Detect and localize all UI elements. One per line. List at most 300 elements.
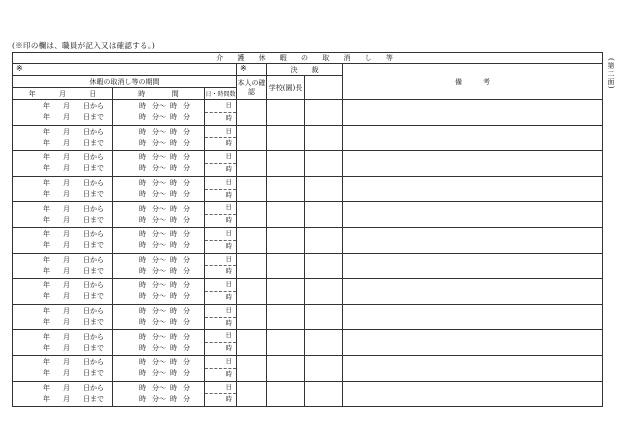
clerk-mark: ※ <box>13 64 237 76</box>
end-hour: 時 <box>170 138 177 147</box>
to-day: 日まで <box>83 266 104 275</box>
self-confirm-cell[interactable] <box>237 355 267 381</box>
days-hours-cell[interactable] <box>205 355 237 381</box>
days-unit: 日 <box>205 126 236 139</box>
date-cell[interactable] <box>13 381 113 407</box>
to-day: 日まで <box>83 394 104 403</box>
days-unit: 日 <box>205 356 236 369</box>
start-hour: 時 <box>139 204 146 213</box>
from-day: 日から <box>83 153 104 162</box>
end-minute: 分 <box>183 307 190 316</box>
end-minute: 分 <box>183 358 190 367</box>
end-hour: 時 <box>170 318 177 327</box>
days-hours-cell[interactable] <box>205 304 237 330</box>
to-day: 日まで <box>83 318 104 327</box>
end-hour: 時 <box>170 307 177 316</box>
from-year: 年 <box>43 383 50 392</box>
principal-cell[interactable] <box>267 151 305 177</box>
span-header: 間 <box>171 89 179 98</box>
end-hour: 時 <box>170 369 177 378</box>
from-month: 月 <box>63 281 70 290</box>
date-cell[interactable] <box>13 100 113 126</box>
to-month: 月 <box>63 394 70 403</box>
decision-extra-cell[interactable] <box>305 100 343 126</box>
principal-header: 学校(園)長 <box>267 76 305 100</box>
remarks-cell[interactable] <box>343 125 603 151</box>
to-month: 月 <box>63 241 70 250</box>
from-year: 年 <box>43 307 50 316</box>
decision-extra-cell[interactable] <box>305 381 343 407</box>
time-cell[interactable] <box>113 227 205 253</box>
principal-cell[interactable] <box>267 304 305 330</box>
to-year: 年 <box>43 318 50 327</box>
start-minute: 分〜 <box>152 190 166 199</box>
start-minute: 分〜 <box>152 394 166 403</box>
hours-unit: 時 <box>225 267 232 276</box>
start-minute: 分〜 <box>152 179 166 188</box>
days-hours-cell[interactable] <box>205 279 237 305</box>
from-month: 月 <box>63 153 70 162</box>
decision-extra-cell[interactable] <box>305 279 343 305</box>
to-month: 月 <box>63 369 70 378</box>
start-minute: 分〜 <box>152 215 166 224</box>
from-month: 月 <box>63 127 70 136</box>
end-minute: 分 <box>183 292 190 301</box>
days-hours-cell[interactable] <box>205 227 237 253</box>
remarks-cell[interactable] <box>343 253 603 279</box>
self-confirm-cell[interactable] <box>237 279 267 305</box>
date-cell[interactable] <box>13 330 113 356</box>
end-hour: 時 <box>170 394 177 403</box>
decision-extra-cell[interactable] <box>305 202 343 228</box>
end-minute: 分 <box>183 153 190 162</box>
self-confirm-cell[interactable] <box>237 227 267 253</box>
remarks-cell[interactable] <box>343 355 603 381</box>
table-row <box>13 381 603 407</box>
from-year: 年 <box>43 230 50 239</box>
from-month: 月 <box>63 358 70 367</box>
principal-cell[interactable] <box>267 100 305 126</box>
from-year: 年 <box>43 153 50 162</box>
start-minute: 分〜 <box>152 164 166 173</box>
decision-extra-cell[interactable] <box>305 330 343 356</box>
end-hour: 時 <box>170 266 177 275</box>
start-minute: 分〜 <box>152 343 166 352</box>
decision-extra-cell[interactable] <box>305 151 343 177</box>
from-month: 月 <box>63 255 70 264</box>
decision-blank <box>305 76 343 100</box>
page-side-label: (第二面) <box>607 58 615 90</box>
principal-cell[interactable] <box>267 176 305 202</box>
start-hour: 時 <box>139 343 146 352</box>
start-hour: 時 <box>139 383 146 392</box>
decision-extra-cell[interactable] <box>305 304 343 330</box>
end-minute: 分 <box>183 102 190 111</box>
start-minute: 分〜 <box>152 292 166 301</box>
end-hour: 時 <box>170 332 177 341</box>
days-hours-cell[interactable] <box>205 202 237 228</box>
start-minute: 分〜 <box>152 241 166 250</box>
remarks-cell[interactable] <box>343 330 603 356</box>
days-hours-header: 日・時間数 <box>205 88 237 100</box>
time-cell[interactable] <box>113 304 205 330</box>
from-day: 日から <box>83 179 104 188</box>
end-minute: 分 <box>183 164 190 173</box>
days-unit: 日 <box>205 254 236 267</box>
time-header <box>113 88 205 100</box>
to-day: 日まで <box>83 113 104 122</box>
table-row <box>13 151 603 177</box>
end-hour: 時 <box>170 343 177 352</box>
from-day: 日から <box>83 230 104 239</box>
time-cell[interactable] <box>113 151 205 177</box>
hours-unit: 時 <box>225 344 232 353</box>
remarks-cell[interactable] <box>343 381 603 407</box>
start-minute: 分〜 <box>152 369 166 378</box>
to-day: 日まで <box>83 190 104 199</box>
to-month: 月 <box>63 190 70 199</box>
end-minute: 分 <box>183 394 190 403</box>
end-hour: 時 <box>170 281 177 290</box>
start-hour: 時 <box>139 138 146 147</box>
self-confirm-cell[interactable] <box>237 176 267 202</box>
from-month: 月 <box>63 102 70 111</box>
end-minute: 分 <box>183 190 190 199</box>
days-unit: 日 <box>205 202 236 215</box>
table-row <box>13 202 603 228</box>
date-cell[interactable] <box>13 227 113 253</box>
principal-cell[interactable] <box>267 253 305 279</box>
from-year: 年 <box>43 204 50 213</box>
end-hour: 時 <box>170 215 177 224</box>
end-minute: 分 <box>183 369 190 378</box>
days-unit: 日 <box>205 177 236 190</box>
end-minute: 分 <box>183 266 190 275</box>
end-hour: 時 <box>170 127 177 136</box>
from-day: 日から <box>83 307 104 316</box>
table-row <box>13 125 603 151</box>
days-unit: 日 <box>205 382 236 395</box>
principal-cell[interactable] <box>267 227 305 253</box>
period-header: 休暇の取消し等の期間 <box>13 76 237 88</box>
time-cell[interactable] <box>113 202 205 228</box>
end-minute: 分 <box>183 113 190 122</box>
end-hour: 時 <box>170 358 177 367</box>
days-hours-cell[interactable] <box>205 330 237 356</box>
end-hour: 時 <box>170 383 177 392</box>
self-confirm-cell[interactable] <box>237 125 267 151</box>
from-month: 月 <box>63 179 70 188</box>
to-year: 年 <box>43 394 50 403</box>
hours-unit: 時 <box>225 318 232 327</box>
end-hour: 時 <box>170 102 177 111</box>
end-hour: 時 <box>170 164 177 173</box>
to-year: 年 <box>43 190 50 199</box>
table-row <box>13 330 603 356</box>
time-cell[interactable] <box>113 279 205 305</box>
from-year: 年 <box>43 102 50 111</box>
date-cell[interactable] <box>13 125 113 151</box>
start-hour: 時 <box>139 113 146 122</box>
end-minute: 分 <box>183 230 190 239</box>
principal-cell[interactable] <box>267 279 305 305</box>
date-cell[interactable] <box>13 253 113 279</box>
start-hour: 時 <box>139 281 146 290</box>
to-month: 月 <box>63 138 70 147</box>
start-hour: 時 <box>139 332 146 341</box>
end-minute: 分 <box>183 127 190 136</box>
days-hours-cell[interactable] <box>205 253 237 279</box>
start-minute: 分〜 <box>152 153 166 162</box>
self-confirm-cell[interactable] <box>237 202 267 228</box>
hours-unit: 時 <box>225 139 232 148</box>
days-hours-cell[interactable] <box>205 151 237 177</box>
table-row <box>13 279 603 305</box>
start-hour: 時 <box>139 318 146 327</box>
to-year: 年 <box>43 266 50 275</box>
end-minute: 分 <box>183 241 190 250</box>
hours-unit: 時 <box>225 216 232 225</box>
end-minute: 分 <box>183 215 190 224</box>
from-month: 月 <box>63 204 70 213</box>
start-minute: 分〜 <box>152 318 166 327</box>
from-day: 日から <box>83 281 104 290</box>
remarks-cell[interactable] <box>343 151 603 177</box>
to-day: 日まで <box>83 164 104 173</box>
start-minute: 分〜 <box>152 127 166 136</box>
days-unit: 日 <box>205 151 236 164</box>
date-cell[interactable] <box>13 355 113 381</box>
to-day: 日まで <box>83 215 104 224</box>
hours-unit: 時 <box>225 164 232 173</box>
days-unit: 日 <box>205 330 236 343</box>
end-hour: 時 <box>170 113 177 122</box>
from-day: 日から <box>83 127 104 136</box>
start-hour: 時 <box>139 307 146 316</box>
end-hour: 時 <box>170 190 177 199</box>
to-year: 年 <box>43 138 50 147</box>
start-hour: 時 <box>139 127 146 136</box>
from-month: 月 <box>63 383 70 392</box>
remarks-cell[interactable] <box>343 304 603 330</box>
to-month: 月 <box>63 215 70 224</box>
start-minute: 分〜 <box>152 332 166 341</box>
start-minute: 分〜 <box>152 138 166 147</box>
end-hour: 時 <box>170 204 177 213</box>
start-minute: 分〜 <box>152 383 166 392</box>
table-row <box>13 253 603 279</box>
days-unit: 日 <box>205 279 236 292</box>
from-month: 月 <box>63 307 70 316</box>
remarks-header: 備 考 <box>343 64 603 100</box>
to-month: 月 <box>63 266 70 275</box>
to-year: 年 <box>43 343 50 352</box>
end-minute: 分 <box>183 318 190 327</box>
days-unit: 日 <box>205 100 236 113</box>
year-header: 年 <box>28 89 36 98</box>
to-year: 年 <box>43 113 50 122</box>
days-hours-cell[interactable] <box>205 176 237 202</box>
end-hour: 時 <box>170 241 177 250</box>
to-day: 日まで <box>83 241 104 250</box>
to-month: 月 <box>63 113 70 122</box>
start-hour: 時 <box>139 292 146 301</box>
start-minute: 分〜 <box>152 281 166 290</box>
to-day: 日まで <box>83 292 104 301</box>
hours-unit: 時 <box>225 369 232 378</box>
start-hour: 時 <box>139 241 146 250</box>
date-cell[interactable] <box>13 304 113 330</box>
date-cell[interactable] <box>13 279 113 305</box>
start-minute: 分〜 <box>152 255 166 264</box>
decision-extra-cell[interactable] <box>305 227 343 253</box>
to-month: 月 <box>63 343 70 352</box>
start-hour: 時 <box>139 358 146 367</box>
remarks-cell[interactable] <box>343 202 603 228</box>
hours-unit: 時 <box>225 241 232 250</box>
to-day: 日まで <box>83 138 104 147</box>
leave-cancellation-table <box>12 52 603 407</box>
from-year: 年 <box>43 255 50 264</box>
days-hours-cell[interactable] <box>205 381 237 407</box>
from-month: 月 <box>63 230 70 239</box>
end-hour: 時 <box>170 292 177 301</box>
start-hour: 時 <box>139 153 146 162</box>
end-minute: 分 <box>183 281 190 290</box>
from-day: 日から <box>83 332 104 341</box>
from-day: 日から <box>83 255 104 264</box>
to-month: 月 <box>63 164 70 173</box>
start-hour: 時 <box>139 190 146 199</box>
from-year: 年 <box>43 358 50 367</box>
decision-header: 決 裁 <box>267 64 343 76</box>
start-hour: 時 <box>139 215 146 224</box>
table-row <box>13 227 603 253</box>
to-month: 月 <box>63 318 70 327</box>
self-confirm-cell[interactable] <box>237 330 267 356</box>
time-cell[interactable] <box>113 176 205 202</box>
start-hour: 時 <box>139 230 146 239</box>
table-title: 介 護 休 暇 の 取 消 し 等 <box>13 53 603 64</box>
principal-cell[interactable] <box>267 125 305 151</box>
from-day: 日から <box>83 383 104 392</box>
date-cell[interactable] <box>13 176 113 202</box>
time-cell[interactable] <box>113 330 205 356</box>
end-hour: 時 <box>170 179 177 188</box>
date-cell[interactable] <box>13 202 113 228</box>
end-minute: 分 <box>183 343 190 352</box>
hour-header: 時 <box>138 89 146 98</box>
to-month: 月 <box>63 292 70 301</box>
time-cell[interactable] <box>113 381 205 407</box>
self-confirm-cell[interactable] <box>237 100 267 126</box>
table-row <box>13 304 603 330</box>
month-header: 月 <box>58 89 66 98</box>
remarks-cell[interactable] <box>343 176 603 202</box>
start-hour: 時 <box>139 369 146 378</box>
decision-extra-cell[interactable] <box>305 125 343 151</box>
time-cell[interactable] <box>113 253 205 279</box>
days-hours-cell[interactable] <box>205 125 237 151</box>
decision-extra-cell[interactable] <box>305 253 343 279</box>
start-minute: 分〜 <box>152 266 166 275</box>
self-confirm-cell[interactable] <box>237 381 267 407</box>
end-hour: 時 <box>170 153 177 162</box>
principal-cell[interactable] <box>267 202 305 228</box>
principal-cell[interactable] <box>267 381 305 407</box>
start-hour: 時 <box>139 164 146 173</box>
from-year: 年 <box>43 332 50 341</box>
principal-cell[interactable] <box>267 330 305 356</box>
end-minute: 分 <box>183 179 190 188</box>
date-cell[interactable] <box>13 151 113 177</box>
start-hour: 時 <box>139 179 146 188</box>
clerk-mark-confirm: ※ <box>237 64 267 76</box>
table-row <box>13 100 603 126</box>
remarks-cell[interactable] <box>343 227 603 253</box>
start-hour: 時 <box>139 102 146 111</box>
to-year: 年 <box>43 241 50 250</box>
start-minute: 分〜 <box>152 307 166 316</box>
remarks-cell[interactable] <box>343 100 603 126</box>
to-day: 日まで <box>83 369 104 378</box>
start-minute: 分〜 <box>152 113 166 122</box>
to-day: 日まで <box>83 343 104 352</box>
to-year: 年 <box>43 292 50 301</box>
days-hours-cell[interactable] <box>205 100 237 126</box>
end-minute: 分 <box>183 255 190 264</box>
day-header: 日 <box>89 89 97 98</box>
instruction-note: (※印の欄は、職員が記入又は確認する。) <box>12 41 156 50</box>
remarks-cell[interactable] <box>343 279 603 305</box>
from-month: 月 <box>63 332 70 341</box>
end-minute: 分 <box>183 138 190 147</box>
to-year: 年 <box>43 215 50 224</box>
to-year: 年 <box>43 369 50 378</box>
hours-unit: 時 <box>225 190 232 199</box>
hours-unit: 時 <box>225 292 232 301</box>
days-unit: 日 <box>205 228 236 241</box>
start-hour: 時 <box>139 255 146 264</box>
start-hour: 時 <box>139 266 146 275</box>
from-year: 年 <box>43 281 50 290</box>
decision-extra-cell[interactable] <box>305 176 343 202</box>
end-minute: 分 <box>183 383 190 392</box>
to-year: 年 <box>43 164 50 173</box>
decision-extra-cell[interactable] <box>305 355 343 381</box>
time-cell[interactable] <box>113 355 205 381</box>
self-confirm-cell[interactable] <box>237 304 267 330</box>
from-day: 日から <box>83 204 104 213</box>
from-day: 日から <box>83 358 104 367</box>
start-minute: 分〜 <box>152 204 166 213</box>
hours-unit: 時 <box>225 395 232 404</box>
time-cell[interactable] <box>113 125 205 151</box>
from-day: 日から <box>83 102 104 111</box>
principal-cell[interactable] <box>267 355 305 381</box>
self-confirm-cell[interactable] <box>237 253 267 279</box>
self-confirm-cell[interactable] <box>237 151 267 177</box>
start-minute: 分〜 <box>152 358 166 367</box>
days-unit: 日 <box>205 305 236 318</box>
table-row <box>13 355 603 381</box>
start-minute: 分〜 <box>152 230 166 239</box>
from-year: 年 <box>43 127 50 136</box>
time-cell[interactable] <box>113 100 205 126</box>
date-header <box>13 88 113 100</box>
start-hour: 時 <box>139 394 146 403</box>
self-confirm-header: 本人の確認 <box>237 76 267 100</box>
